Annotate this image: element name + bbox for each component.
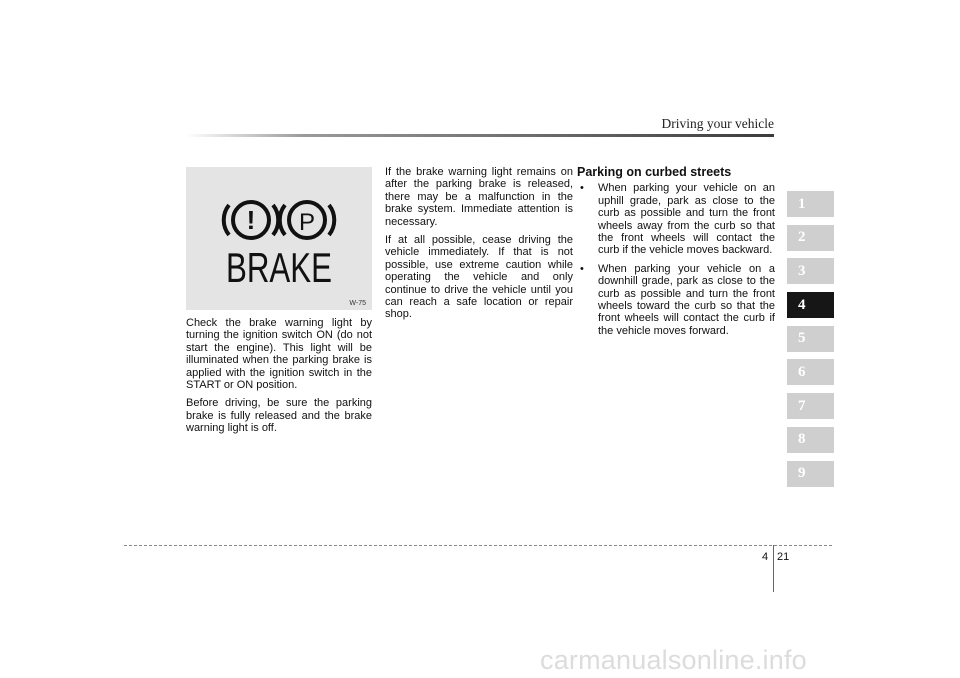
bullet-list	[577, 182, 775, 337]
chapter-tab-4[interactable]: 4	[787, 292, 834, 318]
column2-paragraph-2: If at all possible, cease driving the vehicle immediately. If that is not possible, use extreme caution while operating the vehicle and only continue to drive the vehicle until you can reach a safe location or repair shop.	[385, 234, 573, 321]
exclaim-symbol: !	[246, 205, 256, 235]
header-title: Driving your vehicle	[661, 116, 774, 131]
column1-paragraph-1: Check the brake warning light by turning the ignition switch ON (do not start the engine). This light will be illuminated when the parking brake is applied with the ignition switch in the START or ON position.	[186, 317, 372, 392]
brake-warning-figure	[186, 167, 372, 310]
chapter-tab-8[interactable]: 8	[787, 427, 834, 453]
page-number: 21	[777, 551, 790, 563]
chapter-tab-5[interactable]: 5	[787, 326, 834, 352]
chapter-tab-3[interactable]: 3	[787, 258, 834, 284]
brake-label: BRAKE	[226, 244, 332, 291]
page-chapter-number: 4	[762, 551, 769, 563]
column-1	[186, 317, 372, 441]
chapter-tab-9[interactable]: 9	[787, 461, 834, 487]
column1-paragraph-2: Before driving, be sure the parking brake is fully released and the brake warning light is off.	[186, 397, 372, 435]
footer-rule	[124, 545, 832, 546]
bullet-item: • When parking your vehicle on an uphill grade, park as close to the curb as possible and turn the front wheels away from the curb so that the front wheels will contact the curb if the vehicle moves backward.	[577, 182, 775, 256]
chapter-tab-7[interactable]: 7	[787, 393, 834, 419]
column-3	[577, 166, 775, 343]
brake-warning-light-illustration	[186, 167, 372, 310]
bullet-item: • When parking your vehicle on a downhill grade, park as close to the curb as possible and turn the front wheels toward the curb so that the front wheels will contact the curb if the vehicle moves forward.	[577, 263, 775, 337]
parking-symbol: P	[298, 209, 316, 236]
watermark: carmanualsonline.info	[540, 645, 807, 675]
column-2	[385, 166, 573, 327]
column2-paragraph-1: If the brake warning light remains on after the parking brake is released, there may be a malfunction in the brake system. Immediate attention is necessary.	[385, 166, 573, 228]
header-rule	[186, 134, 774, 137]
figure-code: W-75	[349, 300, 366, 307]
parking-brake-p-icon	[280, 202, 335, 238]
chapter-tab-2[interactable]: 2	[787, 225, 834, 251]
chapter-tab-1[interactable]: 1	[787, 191, 834, 217]
footer-divider	[773, 545, 774, 592]
section-heading: Parking on curbed streets	[577, 165, 732, 179]
chapter-tab-6[interactable]: 6	[787, 359, 834, 385]
brake-warning-exclamation-icon	[224, 202, 279, 238]
chapter-tabs	[787, 191, 834, 494]
